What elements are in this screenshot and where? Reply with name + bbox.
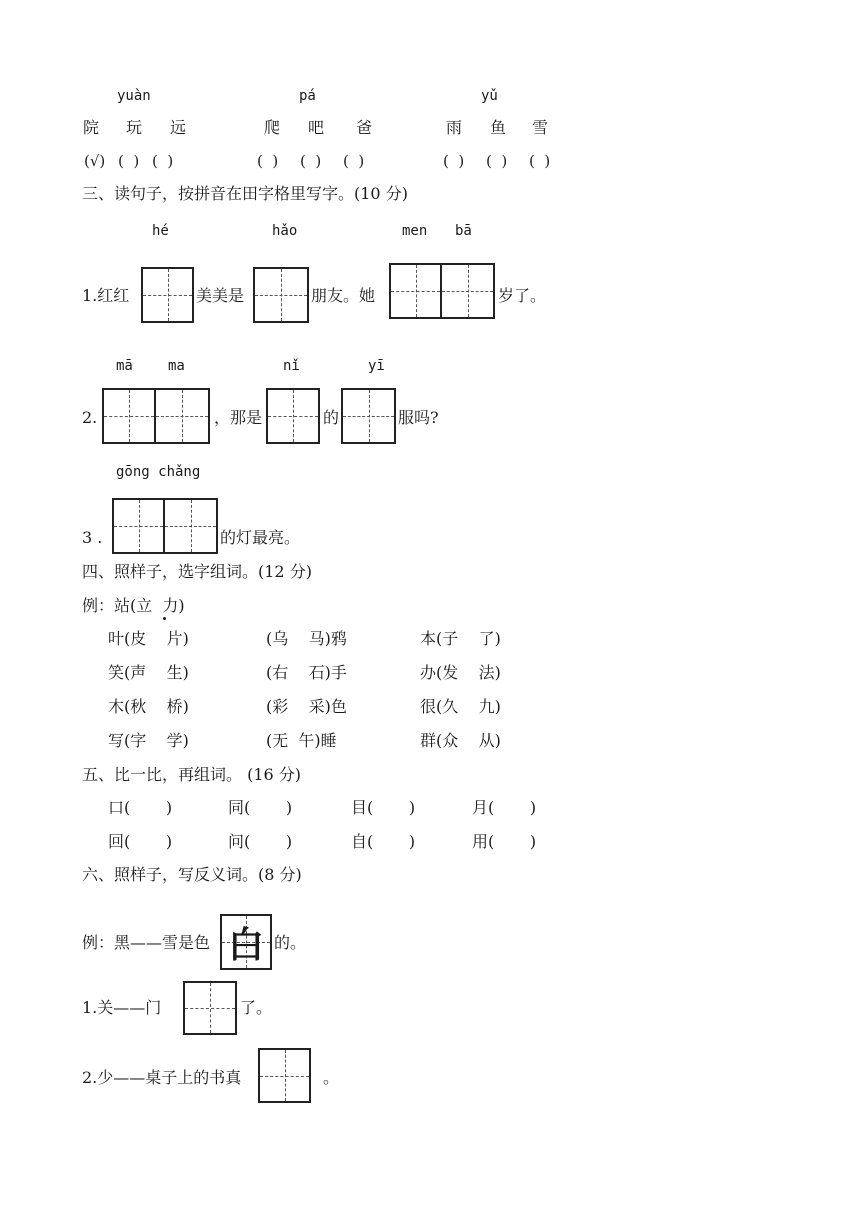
pinyin-men: men [402, 223, 428, 239]
s2-text-a: 2. [82, 408, 98, 427]
word-choice[interactable]: 很(久 九) [420, 697, 501, 716]
s3-text-b: 的灯最亮。 [220, 528, 301, 547]
s1-text-b: 美美是 [196, 286, 245, 305]
pinyin-ni: nǐ [283, 358, 300, 374]
writing-grid-yi[interactable] [341, 388, 396, 444]
writing-grid-example [220, 914, 272, 970]
word-choice[interactable]: (乌 马)鸦 [266, 629, 347, 648]
pinyin-pa: pá [299, 88, 316, 104]
writing-grid-menba[interactable] [389, 263, 495, 319]
compare-word[interactable]: 问( ) [228, 832, 293, 851]
pinyin-yu: yǔ [481, 88, 498, 104]
pinyin-yuan: yuàn [117, 88, 151, 104]
word-choice[interactable]: 办(发 法) [420, 663, 501, 682]
pinyin-hao: hǎo [272, 223, 298, 239]
q1-text-a: 1.关——门 [82, 998, 162, 1017]
section-4-example: 例：站(立 力) [82, 596, 185, 615]
q2-text-a: 2.少——桌子上的书真 [82, 1068, 242, 1087]
writing-grid-mama[interactable] [102, 388, 210, 444]
word-choice[interactable]: (无 午)睡 [266, 731, 337, 750]
pinyin-he: hé [152, 223, 169, 239]
answer-paren[interactable]: ( ) [343, 152, 365, 170]
compare-word[interactable]: 用( ) [472, 832, 537, 851]
word-choice[interactable]: (彩 采)色 [266, 697, 347, 716]
compare-word[interactable]: 自( ) [351, 832, 416, 851]
word-choice[interactable]: 叶(皮 片) [108, 629, 189, 648]
char-option: 爬 [264, 118, 281, 137]
answer-paren[interactable]: ( ) [300, 152, 322, 170]
answer-paren[interactable]: ( ) [486, 152, 508, 170]
pinyin-ba: bā [455, 223, 472, 239]
example-text-a: 例：黑——雪是色 [82, 933, 211, 952]
writing-grid-ni[interactable] [266, 388, 320, 444]
writing-grid-he[interactable] [141, 267, 194, 323]
word-choice[interactable]: 笑(声 生) [108, 663, 189, 682]
compare-word[interactable]: 目( ) [351, 798, 416, 817]
s2-text-b: ，那是 [214, 408, 263, 427]
compare-word[interactable]: 口( ) [108, 798, 173, 817]
writing-grid-hao[interactable] [253, 267, 309, 323]
answer-paren[interactable]: ( ) [529, 152, 551, 170]
pinyin-ma1: mā [116, 358, 133, 374]
section-3-title: 三、读句子，按拼音在田字格里写字。(10 分) [82, 184, 408, 203]
q1-text-b: 了。 [240, 998, 273, 1017]
char-option: 雪 [532, 118, 549, 137]
answer-paren[interactable]: ( ) [118, 152, 140, 170]
answer-paren[interactable]: ( ) [152, 152, 174, 170]
s1-text-d: 岁了。 [498, 286, 547, 305]
compare-word[interactable]: 同( ) [228, 798, 293, 817]
char-option: 远 [170, 118, 187, 137]
section-5-title: 五、比一比，再组词。 (16 分) [82, 765, 302, 784]
word-choice[interactable]: (右 石)手 [266, 663, 347, 682]
pinyin-yi: yī [368, 358, 385, 374]
writing-grid-gongchang[interactable] [112, 498, 218, 554]
pinyin-ma: ma [168, 358, 185, 374]
pinyin-gongchang: gōng chǎng [116, 464, 201, 480]
example-answer-char: 白 [227, 924, 264, 966]
writing-grid-q1[interactable] [183, 981, 237, 1035]
char-option: 玩 [126, 118, 143, 137]
compare-word[interactable]: 回( ) [108, 832, 173, 851]
char-option: 吧 [308, 118, 325, 137]
s2-text-c: 的 [323, 408, 340, 427]
answer-paren[interactable]: ( ) [443, 152, 465, 170]
word-choice[interactable]: 木(秋 桥) [108, 697, 189, 716]
char-option: 爸 [356, 118, 373, 137]
word-choice[interactable]: 本(子 了) [420, 629, 501, 648]
example-dot [163, 617, 166, 620]
q2-text-b: 。 [323, 1068, 340, 1087]
writing-grid-q2[interactable] [258, 1048, 311, 1103]
char-option: 鱼 [490, 118, 507, 137]
compare-word[interactable]: 月( ) [472, 798, 537, 817]
char-option: 雨 [446, 118, 463, 137]
char-option: 院 [83, 118, 100, 137]
word-choice[interactable]: 写(字 学) [108, 731, 189, 750]
answer-paren[interactable]: (√) [84, 152, 106, 170]
section-6-title: 六、照样子，写反义词。(8 分) [82, 865, 302, 884]
word-choice[interactable]: 群(众 从) [420, 731, 501, 750]
section-4-title: 四、照样子，选字组词。(12 分) [82, 562, 312, 581]
answer-paren[interactable]: ( ) [257, 152, 279, 170]
example-text-b: 的。 [274, 933, 307, 952]
s3-text-a: 3 . [82, 528, 103, 547]
s1-text-a: 1.红红 [82, 286, 130, 305]
s1-text-c: 朋友。她 [311, 286, 376, 305]
s2-text-d: 服吗? [398, 408, 439, 427]
